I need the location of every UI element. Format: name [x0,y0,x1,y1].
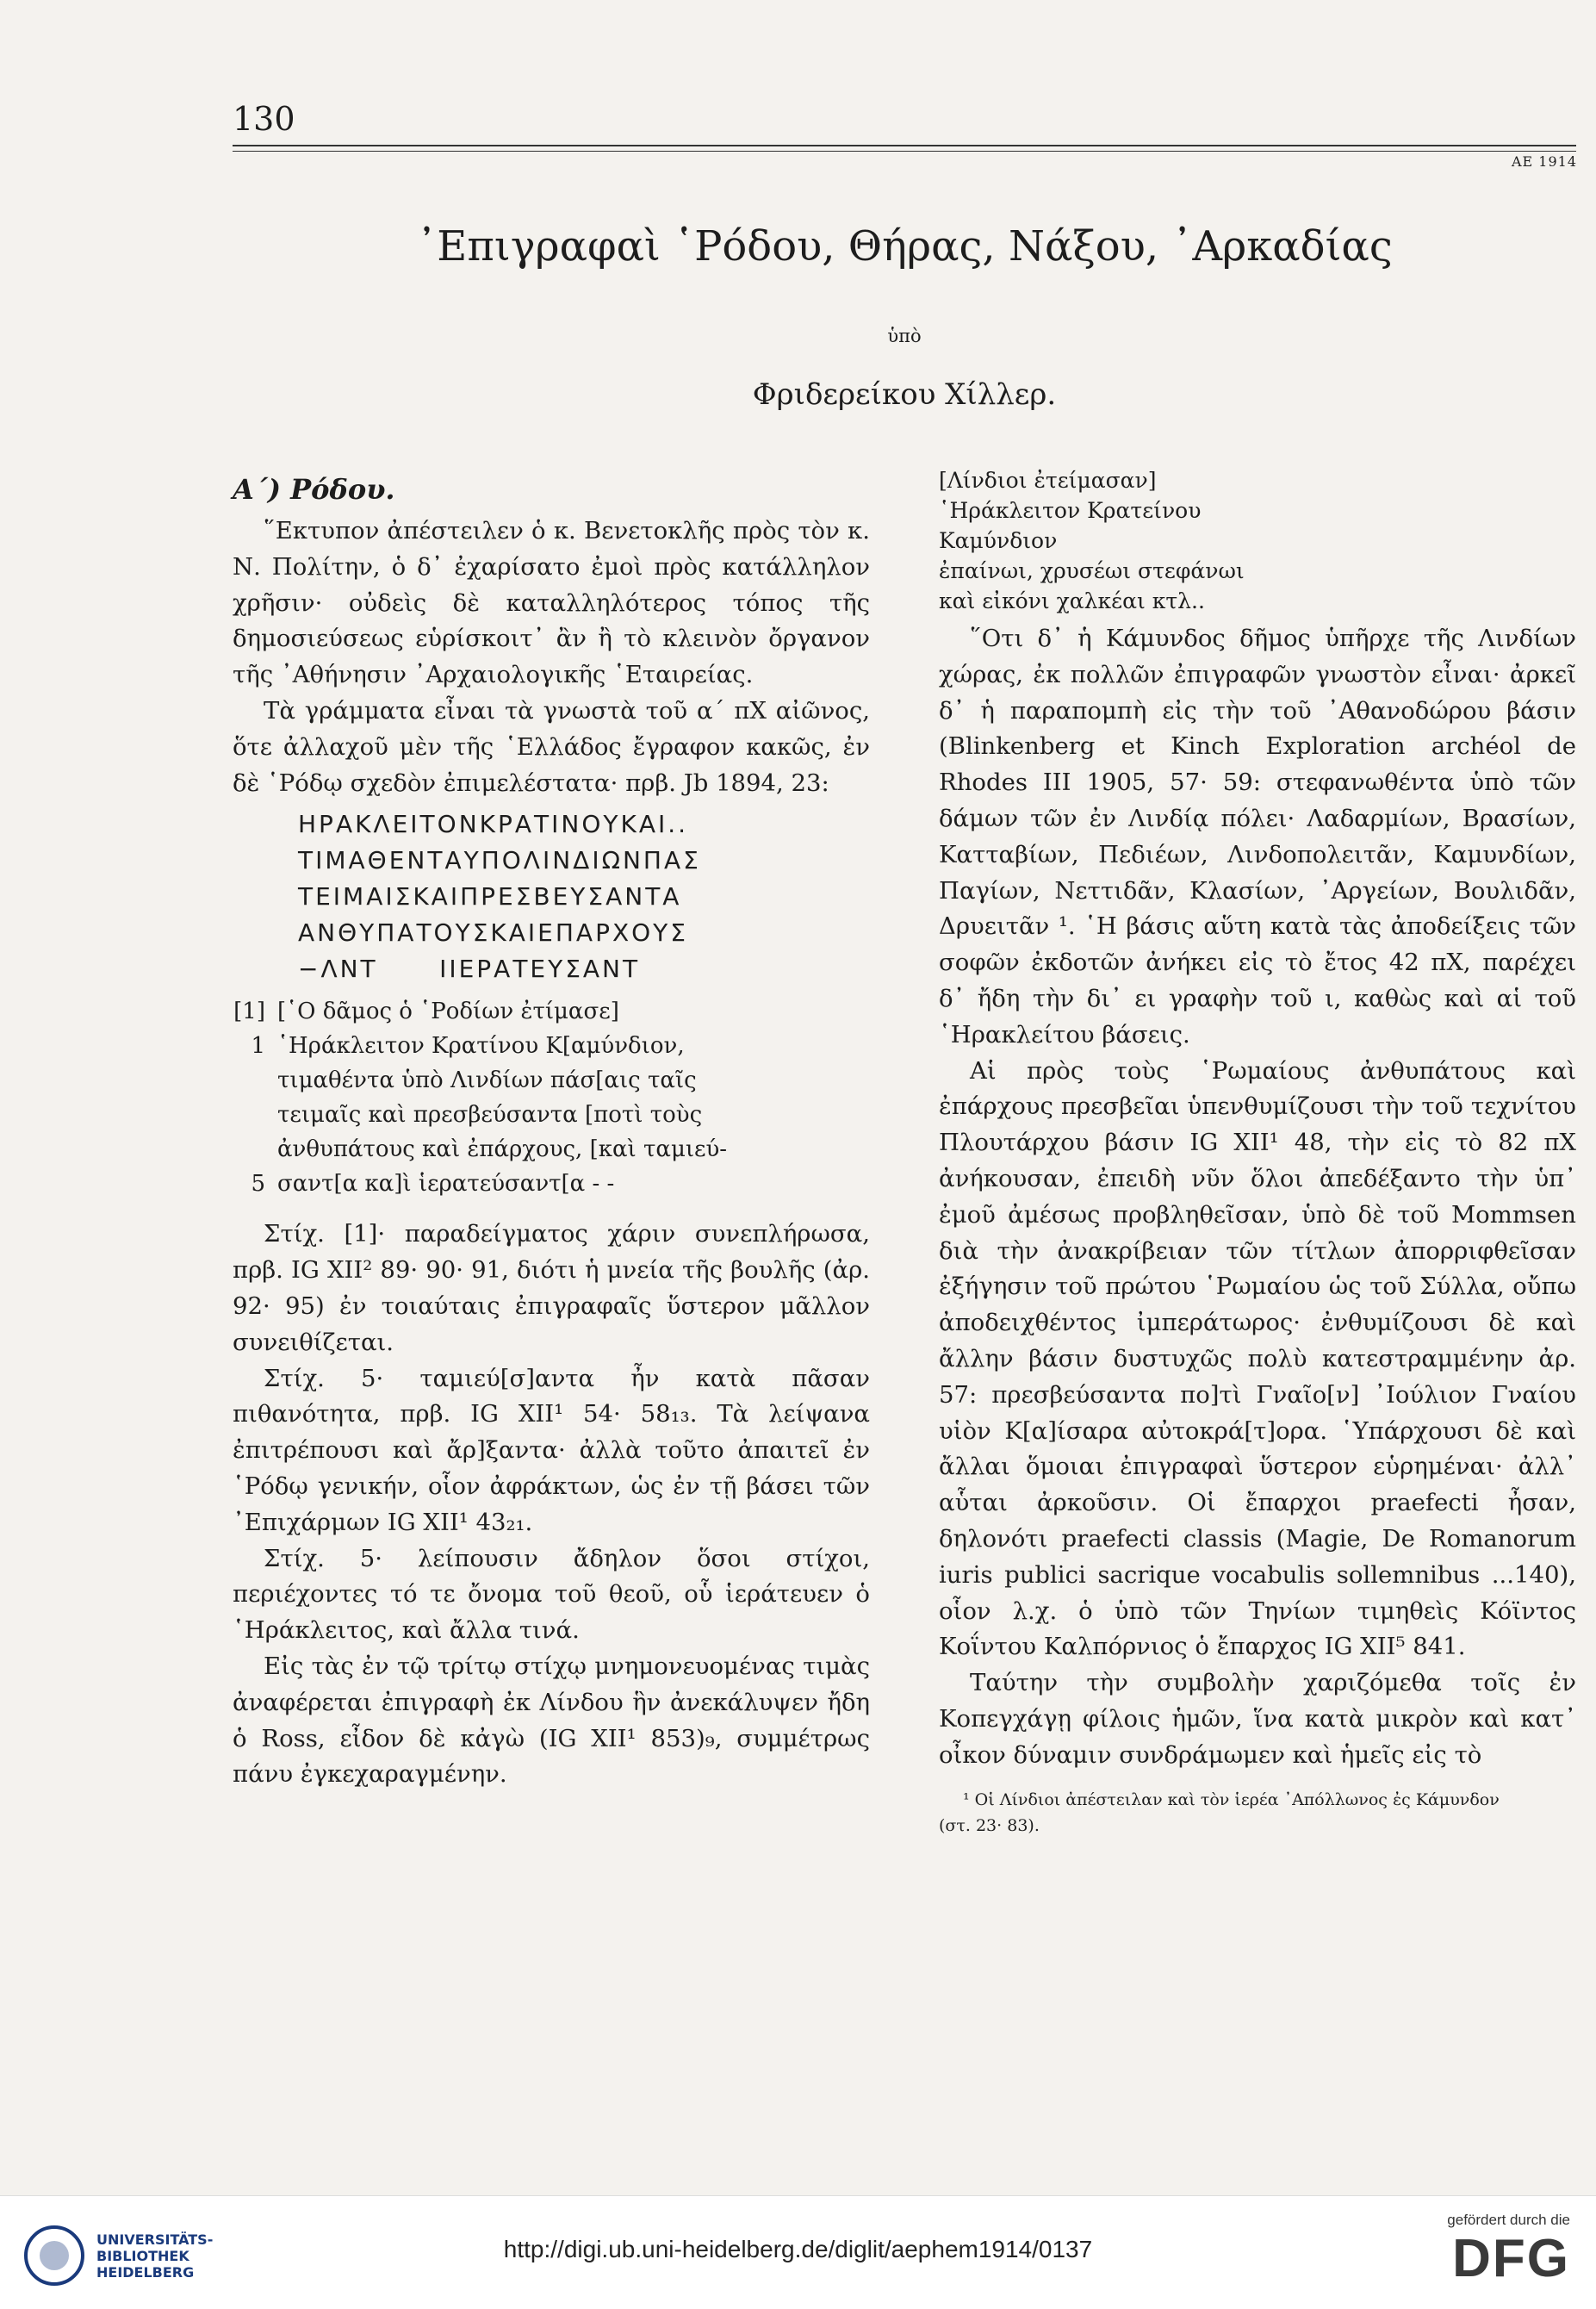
line-text: σαντ[α κα]ὶ ἱερατεύσαντ[α - - [277,1171,615,1198]
article-title: ᾿Επιγραφαὶ ῾Ρόδου, Θήρας, Νάξου, ᾿Αρκαδίας [416,222,1393,271]
inscription-line: ΤΙΜΑΘΕΝΤΑΥΠΟΛΙΝΔΙΩΝΠΑΣ [298,846,701,875]
line-number: 5 [251,1171,265,1198]
source-url[interactable]: http://digi.ub.uni-heidelberg.de/diglit/aephem1914/0137 [503,2236,1093,2262]
funded-by-label: gefördert durch die [1447,2212,1570,2228]
paragraph: ῞Εκτυπον ἀπέστειλεν ὁ κ. Βενετοκλῆς πρὸς τὸν κ. Ν. Πολίτην, ὁ δ᾿ ἐχαρίσατο ἐμοὶ πρὸς κατάλληλον χρῆσιν· οὐδεὶς δὲ καταλληλότερος τόπος τῆς δημοσιεύσεως εὑρίσκοιτ᾿ ἂν ἢ τὸ κλεινὸν ὄργανον τῆς ᾿Αθήνησιν ᾿Αρχαιολογικῆς ῾Εταιρείας. [233,517,870,689]
funder-logo [1447,2212,1570,2289]
line-text: ἀνθυπάτους καὶ ἐπάρχους, [καὶ ταμιεύ- [277,1136,728,1163]
transcription-line [233,1167,870,1201]
inscription-block [298,806,870,987]
line-number [233,1098,265,1132]
line-text: ῾Ηράκλειτον Κρατίνου Κ[αμύνδιον, [277,1033,685,1060]
quote-line: Καμύνδιον [939,528,1058,553]
line-number: 1 [251,1033,265,1060]
quote-line: ῾Ηράκλειτον Κρατείνου [939,498,1202,523]
paragraph: Τὰ γράμματα εἶναι τὰ γνωστὰ τοῦ α΄ πΧ αἰῶνος, ὅτε ἀλλαχοῦ μὲν τῆς ῾Ελλάδος ἔγραφον κακῶς, ἐν δὲ ῾Ρόδῳ σχεδὸν ἐπιμελέστατα· πρβ. Jb 1894, 23: [233,696,870,797]
quote-line: ἐπαίνωι, χρυσέωι στεφάνωι [939,558,1245,583]
journal-label: ΑΕ 1914 [1511,153,1577,170]
paragraph: ῞Οτι δ᾿ ἡ Κάμυνδος δῆμος ὑπῆρχε τῆς Λινδίων χώρας, ἐκ πολλῶν ἐπιγραφῶν γνωστὸν εἶναι· ἀρκεῖ δ᾿ ἡ παραπομπὴ εἰς τὴν τοῦ ᾿Αθανοδώρου βάσιν (Blinkenberg et Kinch Exploration archéol de Rhodes III 1905, 57· 59: στεφανωθέντα ὑπὸ τῶν δάμων τῶν ἐν Λινδίᾳ πόλει· Λαδαρμίων, Βρασίων, Κατταβίων, Πεδιέων, Λινδοπολειτᾶν, Καμυνδίων, Παγίων, Νεττιδᾶν, Κλασίων, ᾿Αργείων, Βουλιδᾶν, Δρυειτᾶν ¹. ῾Η βάσις αὕτη κατὰ τὰς ἀποδείξεις τῶν σοφῶν ἐκδοτῶν ἀνήκει εἰς τὸ ἔτος 42 πΧ, παρέχει δ᾿ ἤδη τὴν δι᾿ ει γραφὴν τοῦ ι, καθὼς καὶ αἱ τοῦ ῾Ηρακλείτου βάσεις. [939,625,1576,1049]
footnote-line: ¹ Οἱ Λίνδιοι ἀπέστειλαν καὶ τὸν ἱερέα ᾿Απόλλωνος ἐς Κάμυνδον [963,1789,1500,1809]
quoted-inscription [939,465,1576,616]
footnote [939,1786,1576,1839]
inscription-line: −ΛΝΤ ΙΙΕΡΑΤΕΥΣΑΝΤ [298,955,641,984]
line-text: τιμαθέντα ὑπὸ Λινδίων πάσ[αις ταῖς [277,1067,697,1094]
author-name: Φριδερείκου Χίλλερ. [752,377,1057,412]
paragraph: Στίχ. 5· λείπουσιν ἄδηλον ὅσοι στίχοι, περιέχοντες τό τε ὄνομα τοῦ θεοῦ, οὗ ἱεράτευεν ὁ ῾Ηράκλειτος, καὶ ἄλλα τινά. [233,1544,870,1645]
inscription-line: ΤΕΙΜΑΙΣΚΑΙΠΡΕΣΒΕΥΣΑΝΤΑ [298,882,682,912]
transcription-block [233,994,870,1201]
quote-line: [Λίνδιοι ἐτείμασαν] [939,468,1157,493]
paragraph: Αἱ πρὸς τοὺς ῾Ρωμαίους ἀνθυπάτους καὶ ἐπάρχους πρεσβεῖαι ὑπενθυμίζουσι τὴν τοῦ τεχνίτου Πλουτάρχου βάσιν IG XII¹ 48, τὴν εἰς τὸ 82 πΧ ἀνήκουσαν, ἐπειδὴ νῦν ὅλοι ἀπεδέξαντο τὴν ὑπ᾿ ἐμοῦ ἀμέσως προβληθεῖσαν, ὑπὸ δὲ τοῦ Mommsen διὰ τὴν ἀνακρίβειαν τῶν τίτλων ἀπορριφθεῖσαν ἐξήγησιν τοῦ πρώτου ῾Ρωμαίου ὡς τοῦ Σύλλα, οὔπω ἀποδειχθέντος ἰμπεράτωρος· ἐνθυμίζουσι δὲ καὶ ἄλλην βάσιν δυστυχῶς πολὺ κατεστραμμένην ἀρ. 57: πρεσβεύσαντα πο]τὶ Γναῖο[ν] ᾿Ιούλιον Γναίου υἱὸν Κ[α]ίσαρα αὐτοκρά[τ]ορα. ῾Υπάρχουσι δὲ καὶ ἄλλαι ὅμοιαι ἐπιγραφαὶ ὕστερον εὑρημέναι· ἀλλ᾿ αὗται ἀρκοῦσιν. Οἱ ἔπαρχοι praefecti ἦσαν, δηλονότι praefecti classis (Magie, De Romanorum iuris publici sacrique vocabulis sollemnibus ...140), οἷον λ.χ. ὁ ὑπὸ τῶν Τηνίων τιμηθεὶς Κόϊντος Κοΐντου Καλπόρνιος ὁ ἔπαρχος IG XII⁵ 841. [939,1056,1576,1661]
line-number [233,1063,265,1098]
transcription-line [233,994,870,1029]
page-number: 130 [233,100,295,138]
paragraph: Στίχ. 5· ταμιεύ[σ]αντα ἦν κατὰ πᾶσαν πιθανότητα, πρβ. IG XII¹ 54· 58₁₃. Τὰ λείψανα ἐπιτρέπουσι καὶ ἄρ]ξαντα· ἀλλὰ τοῦτο ἀπαιτεῖ ἐν ῾Ρόδῳ γενικήν, οἷον ἀφράκτων, ὡς ἐν τῇ βάσει τῶν ᾿Επιχάρμων IG XII¹ 43₂₁. [233,1364,870,1536]
line-number: [1] [233,999,265,1025]
transcription-line [233,1063,870,1098]
transcription-line [233,1029,870,1063]
transcription-line [233,1098,870,1132]
section-title: Α΄) Ρόδου. [233,473,395,506]
line-text: [῾Ο δᾶμος ὁ ῾Ροδίων ἐτίμασε] [277,999,619,1025]
inscription-line: ΗΡΑΚΛΕΙΤΟΝΚΡΑΤΙΝΟΥΚΑΙ.. [298,810,689,839]
inscription-line: ΑΝΘΥΠΑΤΟΥΣΚΑΙΕΠΑΡΧΟΥΣ [298,918,688,948]
paragraph: Εἰς τὰς ἐν τῷ τρίτῳ στίχῳ μνημονευομένας τιμὰς ἀναφέρεται ἐπιγραφὴ ἐκ Λίνδου ἣν ἀνεκάλυψεν ἤδη ὁ Ross, εἶδον δὲ κἀγὼ (IG XII¹ 853)₉, συμμέτρως πάνυ ἐγκεχαραγμένην. [233,1652,870,1789]
dfg-logo: DFG [1452,2229,1570,2288]
footer-bar [0,2195,1596,2309]
line-text: τειμαῖς καὶ πρεσβεύσαντα [ποτὶ τοὺς [277,1102,703,1129]
paragraph: Ταύτην τὴν συμβολὴν χαριζόμεθα τοῖς ἐν Κοπεγχάγῃ φίλοις ἡμῶν, ἵνα κατὰ μικρὸν καὶ κατ᾿ οἶκον δύναμιν συνδράμωμεν καὶ ἡμεῖς εἰς τὸ [939,1669,1576,1769]
header-rule-thin [233,151,1576,152]
header-rule [233,145,1576,146]
library-name: UNIVERSITÄTS- BIBLIOTHEK HEIDELBERG [96,2231,214,2281]
right-column [939,465,1576,1839]
left-column [233,465,870,1793]
quote-line: καὶ εἰκόνι χαλκέαι κτλ.. [939,588,1205,613]
paragraph: Στίχ. [1]· παραδείγματος χάριν συνεπλήρωσα, πρβ. IG XII² 89· 90· 91, διότι ἡ μνεία τῆς βουλῆς (ἀρ. 92· 95) ἐν τοιαύταις ἐπιγραφαῖς ὕστερον μᾶλλον συνειθίζεται. [233,1220,870,1356]
footnote-line: (στ. 23· 83). [939,1815,1040,1835]
by-label: ὑπὸ [887,326,922,346]
line-number [233,1132,265,1167]
transcription-line [233,1132,870,1167]
